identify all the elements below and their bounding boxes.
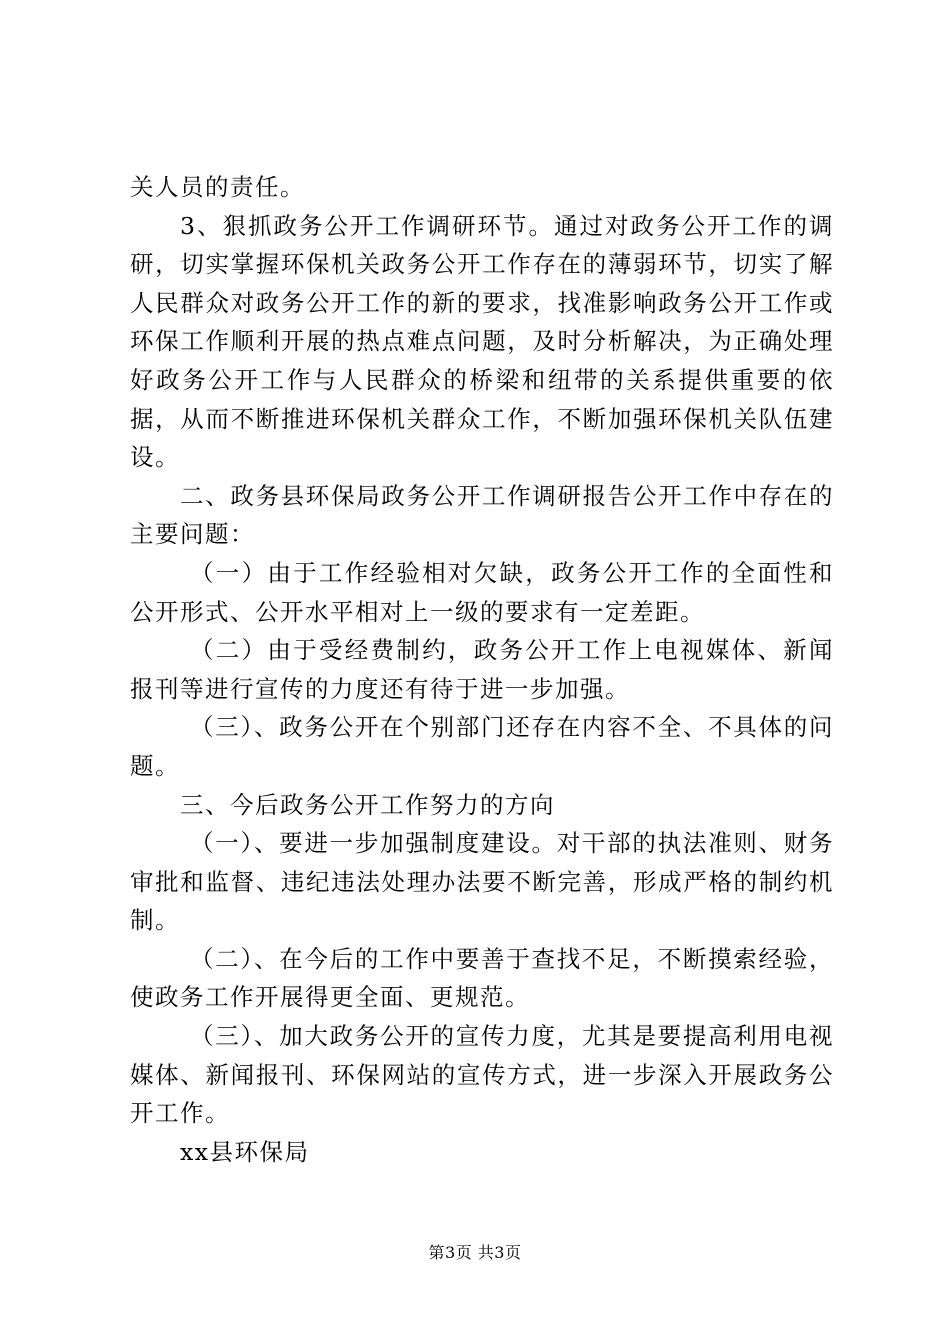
paragraph-direction-1: （一）、要进一步加强制度建设。对干部的执法准则、财务审批和监督、违纪违法处理办法要不断完善，形成严格的制约机制。	[130, 829, 834, 935]
signature: xx县环保局	[180, 1137, 310, 1166]
paragraph-problem-1: （一）由于工作经验相对欠缺，政务公开工作的全面性和公开形式、公开水平相对上一级的要求有一定差距。	[130, 558, 834, 626]
document-body	[130, 168, 834, 1171]
section-heading-direction: 三、今后政务公开工作努力的方向	[180, 790, 555, 819]
paragraph-direction-3: （三）、加大政务公开的宣传力度，尤其是要提高利用电视媒体、新闻报刊、环保网站的宣传方式，进一步深入开展政务公开工作。	[130, 1022, 834, 1128]
paragraph-continuation: 关人员的责任。	[130, 173, 305, 201]
paragraph-problem-3: （三）、政务公开在个别部门还存在内容不全、不具体的问题。	[130, 713, 834, 780]
section-heading-problems: 二、政务县环保局政务公开工作调研报告公开工作中存在的主要问题：	[130, 481, 834, 549]
paragraph-direction-2: （二）、在今后的工作中要善于查找不足，不断摸索经验，使政务工作开展得更全面、更规范。	[130, 944, 834, 1012]
page-number-footer: 第3页 共3页	[428, 1243, 522, 1262]
paragraph-research-item-3: 3、狠抓政务公开工作调研环节。通过对政务公开工作的调研，切实掌握环保机关政务公开工作存在的薄弱环节，切实了解人民群众对政务公开工作的新的要求，找准影响政务公开工作或环保工作顺利开展的热点难点问题，及时分析解决，为正确处理好政务公开工作与人民群众的桥梁和纽带的关系提供重要的依据，从而不断推进环保机关群众工作，不断加强环保机关队伍建设。	[130, 211, 834, 472]
paragraph-problem-2: （二）由于受经费制约，政务公开工作上电视媒体、新闻报刊等进行宣传的力度还有待于进一步加强。	[130, 636, 834, 703]
